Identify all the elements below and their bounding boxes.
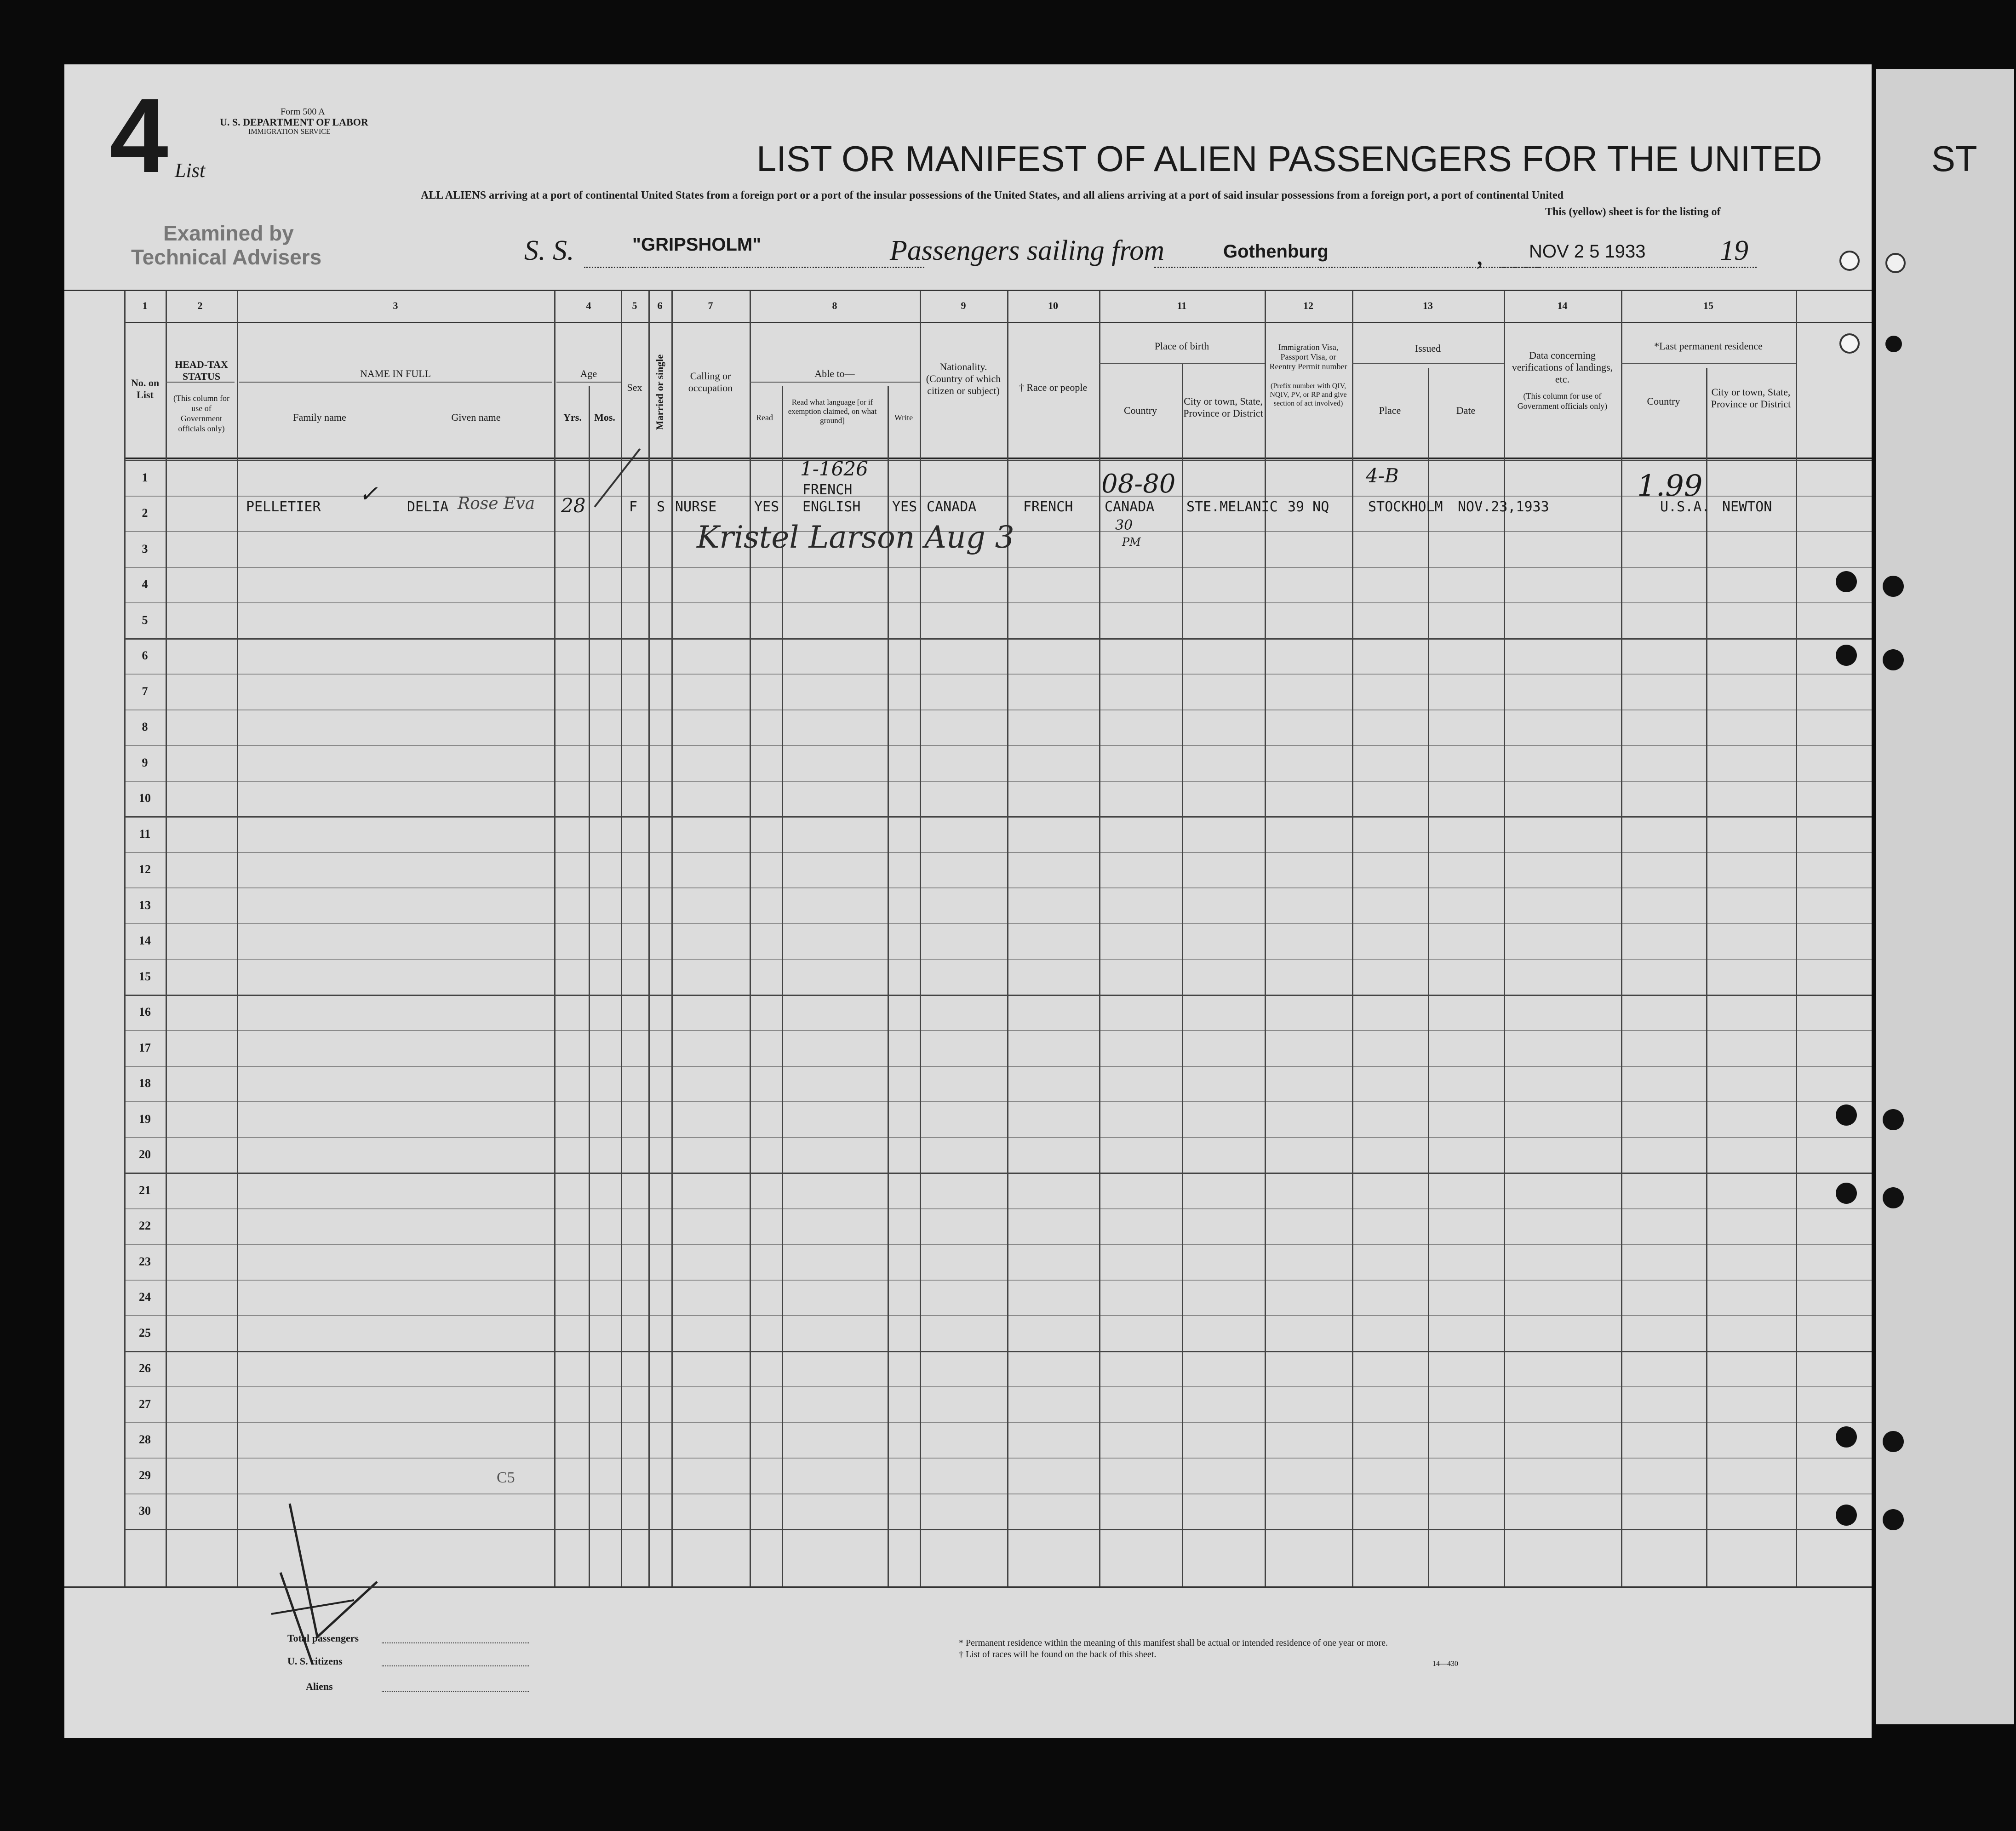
row-line	[124, 1493, 1872, 1494]
col-header-race: † Race or people	[1019, 382, 1088, 393]
col-num-3: 3	[393, 300, 398, 311]
can-read: YES	[754, 499, 779, 515]
row-line	[124, 567, 1872, 568]
row-line	[124, 1066, 1872, 1067]
given-name: DELIA	[407, 499, 449, 515]
col-num-9: 9	[961, 300, 966, 311]
year-prefix: 19	[1720, 235, 1748, 266]
col-header-married: Married or single	[654, 354, 665, 430]
col-header-visa: Immigration Visa, Passport Visa, or Reentry Permit number	[1269, 343, 1347, 371]
form-number: Form 500 A	[281, 107, 325, 117]
footer-us-citizens: U. S. citizens	[287, 1655, 343, 1667]
residence-note: 1.99	[1637, 469, 1703, 503]
col-num-12: 12	[1303, 300, 1313, 311]
col-header-able: Able to—	[814, 368, 855, 379]
column-line	[1007, 291, 1008, 1586]
col-header-issued-place: Place	[1379, 405, 1401, 416]
column-line	[1796, 291, 1797, 1586]
column-line	[237, 291, 238, 1586]
row-number: 11	[139, 827, 151, 841]
birth-note: 08-80	[1101, 469, 1176, 499]
column-line	[920, 291, 921, 1586]
row-number: 16	[139, 1005, 151, 1019]
col-header-write: Write	[894, 413, 913, 422]
sailing-label: Passengers sailing from	[890, 235, 1165, 266]
ship-name: "GRIPSHOLM"	[632, 235, 762, 255]
col-header-yrs: Yrs.	[563, 412, 582, 423]
punch-hole	[1836, 1505, 1857, 1526]
row-line	[124, 852, 1872, 853]
subheader-line	[1621, 363, 1796, 364]
row-line	[124, 496, 1872, 497]
row-line	[124, 1244, 1872, 1245]
col-header-residence-city: City or town, State, Province or District	[1711, 386, 1791, 410]
row-number: 21	[139, 1183, 151, 1197]
subheader-line	[239, 382, 552, 383]
row-number: 30	[139, 1504, 151, 1518]
row-number: 5	[142, 613, 148, 627]
row-number: 15	[139, 969, 151, 983]
row-line	[124, 1173, 1872, 1174]
footer-note-1: * Permanent residence within the meaning of this manifest shall be actual or intended residence of one year or more.	[959, 1638, 1388, 1648]
row-line	[124, 638, 1872, 640]
row-line	[124, 1030, 1872, 1031]
column-line	[166, 291, 167, 1586]
visa-note: 4-B	[1366, 464, 1399, 487]
col-header-birth: Place of birth	[1154, 340, 1209, 352]
row-line	[124, 781, 1872, 782]
column-line	[1265, 291, 1266, 1586]
col-num-5: 5	[632, 300, 637, 311]
col-header-read: Read	[756, 413, 773, 422]
col-header-residence-country: Country	[1647, 395, 1680, 407]
footer-total: Total passengers	[287, 1632, 359, 1644]
row-line	[124, 1458, 1872, 1459]
punch-hole	[1836, 571, 1857, 592]
subheader-line	[1099, 363, 1265, 364]
row-line	[124, 1280, 1872, 1281]
row-number: 18	[139, 1076, 151, 1090]
manifest-title: LIST OR MANIFEST OF ALIEN PASSENGERS FOR THE UNITED	[756, 138, 1822, 179]
row-line	[124, 460, 1872, 461]
department: U. S. DEPARTMENT OF LABOR	[220, 116, 368, 128]
race: FRENCH	[1023, 499, 1073, 515]
row-number: 12	[139, 863, 151, 876]
footer-aliens: Aliens	[306, 1681, 333, 1692]
sex: F	[629, 499, 638, 515]
column-line	[648, 291, 650, 1586]
column-line	[554, 291, 556, 1586]
row-number: 8	[142, 720, 148, 734]
col-num-1: 1	[142, 300, 148, 311]
port-name: Gothenburg	[1223, 241, 1329, 262]
ss-label: S. S.	[524, 235, 574, 266]
nationality: CANADA	[927, 499, 977, 515]
given-name-annotation: Rose Eva	[458, 494, 535, 513]
row-number: 6	[142, 649, 148, 663]
row-line	[124, 959, 1872, 960]
column-line	[1504, 291, 1505, 1586]
col-num-7: 7	[708, 300, 713, 311]
col-header-birth-country: Country	[1123, 405, 1157, 416]
col-num-6: 6	[657, 300, 663, 311]
col-num-2: 2	[197, 300, 203, 311]
punch-hole	[1839, 251, 1860, 271]
row-number: 9	[142, 755, 148, 769]
row-number: 23	[139, 1254, 151, 1268]
col-header-headtax-note: (This column for use of Government officials only)	[173, 394, 229, 433]
family-name: PELLETIER	[246, 499, 321, 515]
row-number: 7	[142, 684, 148, 698]
row-line	[124, 1351, 1872, 1352]
punch-hole	[1836, 1426, 1857, 1448]
sailing-date: NOV 2 5 1933	[1529, 241, 1646, 262]
signature-pm: PM	[1122, 536, 1141, 549]
inspector-signature: Kristel Larson Aug 3	[697, 520, 1014, 555]
col-num-10: 10	[1048, 300, 1058, 311]
residence-city: NEWTON	[1722, 499, 1772, 515]
col-num-11: 11	[1177, 300, 1187, 311]
row-line	[124, 602, 1872, 603]
subheader-line	[1352, 363, 1504, 364]
col-header-verifications: Data concerning verifications of landings, etc.	[1512, 349, 1613, 385]
column-line	[1182, 363, 1183, 1586]
column-line	[671, 291, 673, 1586]
birth-city: STE.MELANIC	[1186, 499, 1278, 515]
col-num-8: 8	[832, 300, 837, 311]
col-header-issued: Issued	[1415, 343, 1441, 354]
examined-stamp-line2: Technical Advisers	[131, 245, 322, 269]
row-line	[124, 816, 1872, 818]
col-num-4: 4	[586, 300, 591, 311]
row-number: 4	[142, 578, 148, 591]
row-number: 13	[139, 898, 151, 912]
row-line	[124, 1315, 1872, 1316]
column-line	[750, 291, 751, 1586]
col-header-sex: Sex	[627, 382, 642, 393]
col-header-issued-date: Date	[1456, 405, 1476, 416]
column-line	[1706, 368, 1707, 1586]
instructions: ALL ALIENS arriving at a port of continental United States from a foreign port or a port of the insular possessions of the United States, and all aliens arriving at a port of said insular possessions from a foreign port, a port of continental United	[421, 189, 1564, 201]
column-line	[621, 291, 622, 1586]
can-write: YES	[892, 499, 917, 515]
col-header-visa-note: (Prefix number with QIV, NQIV, PV, or RP and give section of act involved)	[1270, 382, 1347, 407]
column-line	[124, 291, 126, 1586]
column-line	[782, 386, 783, 1586]
row-number: 22	[139, 1219, 151, 1233]
residence-country: U.S.A.	[1660, 499, 1710, 515]
row-line	[124, 995, 1872, 996]
next-sheet-title: ST	[1931, 138, 1977, 179]
row-number: 17	[139, 1041, 151, 1054]
signature-time: 30	[1115, 517, 1133, 533]
col-header-verifications-note: (This column for use of Government officials only)	[1517, 391, 1608, 411]
age-years: 28	[561, 494, 586, 517]
footer-code: 14—430	[1432, 1660, 1458, 1668]
occupation: NURSE	[675, 499, 717, 515]
marital-status: S	[657, 499, 665, 515]
row-number: 28	[139, 1433, 151, 1447]
row-line	[124, 1137, 1872, 1138]
row-number: 14	[139, 934, 151, 948]
footer-note-2: † List of races will be found on the back of this sheet.	[959, 1649, 1157, 1659]
row-line	[124, 1101, 1872, 1102]
col-header-given: Given name	[451, 412, 501, 423]
column-line	[1621, 291, 1622, 1586]
punch-hole	[1836, 1104, 1857, 1126]
row-number: 24	[139, 1290, 151, 1304]
row-number: 3	[142, 542, 148, 555]
col-header-age: Age	[580, 368, 597, 379]
issued-place: STOCKHOLM	[1368, 499, 1443, 515]
list-number: 4	[109, 76, 168, 195]
row-line	[124, 923, 1872, 924]
punch-hole	[1836, 645, 1857, 666]
col-header-language: Read what language [or if exemption claimed, on what ground]	[788, 398, 877, 425]
row-number: 1	[142, 470, 148, 484]
col-header-occupation: Calling or occupation	[688, 370, 733, 394]
row-number: 20	[139, 1148, 151, 1162]
next-sheet-edge	[1876, 69, 2014, 1724]
row-number: 10	[139, 791, 151, 805]
row-line	[124, 1422, 1872, 1423]
col-header-mos: Mos.	[594, 412, 615, 423]
row-line	[124, 1386, 1872, 1387]
row-line	[124, 1208, 1872, 1209]
language-2: ENGLISH	[802, 499, 861, 515]
col-header-headtax: HEAD-TAX STATUS	[175, 359, 228, 382]
visa-number: 39 NQ	[1288, 499, 1329, 515]
manifest-sheet: 4 List Form 500 A U. S. DEPARTMENT OF LABOR IMMIGRATION SERVICE Examined by Technical Advisers LIST OR MANIFEST OF ALIEN PASSENGERS FOR THE UNITED ALL ALIENS arriving at a port of continental United States from a foreign port or a port of the insular possessions of the United States, and all aliens arriving at a port of said insular possessions from a foreign port, a port of continental United This (yellow) sheet is for the listing of S. S. "GRIPSHOLM" Passengers sailing from Gothenburg , NOV 2 5 1933 19 1 2 3 4 5 6 7 8 9 10 11 12 13 14 15 16 17 18 19 20 21 22 23 24 25 26 27 28 29 30 1 2 3 4 5 6 7 8 9 10 11 12 13 14 15 No. on List HEAD-TAX STATUS (This column for use of Government officials only) NAME IN FULL Family name Given name Age Yrs. Mos. Sex Married or single Calling or occupation Able to— Read Read what language [or if exemption claimed, on what ground] Write Nationality. (Country of which citizen or subject) † Race or people Place of birth Country City or town, State, Province or District Immigration Visa, Passport Visa, or Reentry Permit number (Prefix number with QIV, NQIV, PV, or RP and give section of act involved) Issued Place Date Data concerning verifications of landings, etc. (This column for use of Government officials only) *Last permanent residence Country City or town, State, Province or District PELLETIER ✓ DELIA Rose Eva 28 F S NURSE YES 1-1626 FRENCH ENGLISH YES CANADA FRENCH 08-80 CANADA STE.MELANIC 39 NQ 4-B STOCKHOLM NOV.23,1933 1.99 U.S.A. NEWTON Kristel Larson Aug 3 30 PM C5 Total passengers U. S. citizens Aliens * Permanent residence within the meaning of this manifest shall be actual or intended residence of one year or more. † List of races will be found on the back of this sheet. 14—430	[64, 64, 1872, 1738]
row-number: 19	[139, 1112, 151, 1126]
row-line	[124, 745, 1872, 746]
column-line	[1428, 368, 1429, 1586]
subheader-line	[750, 382, 920, 383]
col-header-no: No. on List	[131, 377, 160, 401]
col-header-residence: *Last permanent residence	[1654, 340, 1763, 352]
row-number: 25	[139, 1326, 151, 1339]
col-num-14: 14	[1557, 300, 1568, 311]
examined-stamp-line1: Examined by	[163, 221, 294, 245]
issued-date: NOV.23,1933	[1458, 499, 1549, 515]
birth-country: CANADA	[1105, 499, 1155, 515]
manifest-grid	[64, 64, 1872, 1738]
column-line	[888, 386, 889, 1586]
column-line	[1099, 291, 1100, 1586]
row-line	[124, 674, 1872, 675]
row-line	[124, 887, 1872, 888]
service: IMMIGRATION SERVICE	[248, 128, 331, 136]
punch-hole	[1836, 1183, 1857, 1204]
punch-hole	[1839, 333, 1860, 354]
col-header-family: Family name	[293, 412, 346, 423]
col-header-birth-city: City or town, State, Province or District	[1183, 395, 1263, 419]
row-number: 29	[139, 1468, 151, 1482]
language-note: 1-1626	[800, 458, 868, 480]
instructions-2: This (yellow) sheet is for the listing of	[1545, 206, 1721, 218]
list-label: List	[175, 159, 206, 182]
row-number: 26	[139, 1362, 151, 1375]
row-number: 27	[139, 1397, 151, 1411]
column-line	[1352, 291, 1353, 1586]
col-num-13: 13	[1423, 300, 1433, 311]
column-line	[589, 386, 590, 1586]
row-number: 2	[142, 506, 148, 520]
margin-mark: C5	[497, 1469, 515, 1486]
col-header-nationality: Nationality. (Country of which citizen or subject)	[926, 361, 1001, 396]
subheader-line	[556, 382, 621, 383]
language-1: FRENCH	[802, 482, 853, 498]
col-num-15: 15	[1703, 300, 1713, 311]
col-header-name: NAME IN FULL	[360, 368, 431, 379]
